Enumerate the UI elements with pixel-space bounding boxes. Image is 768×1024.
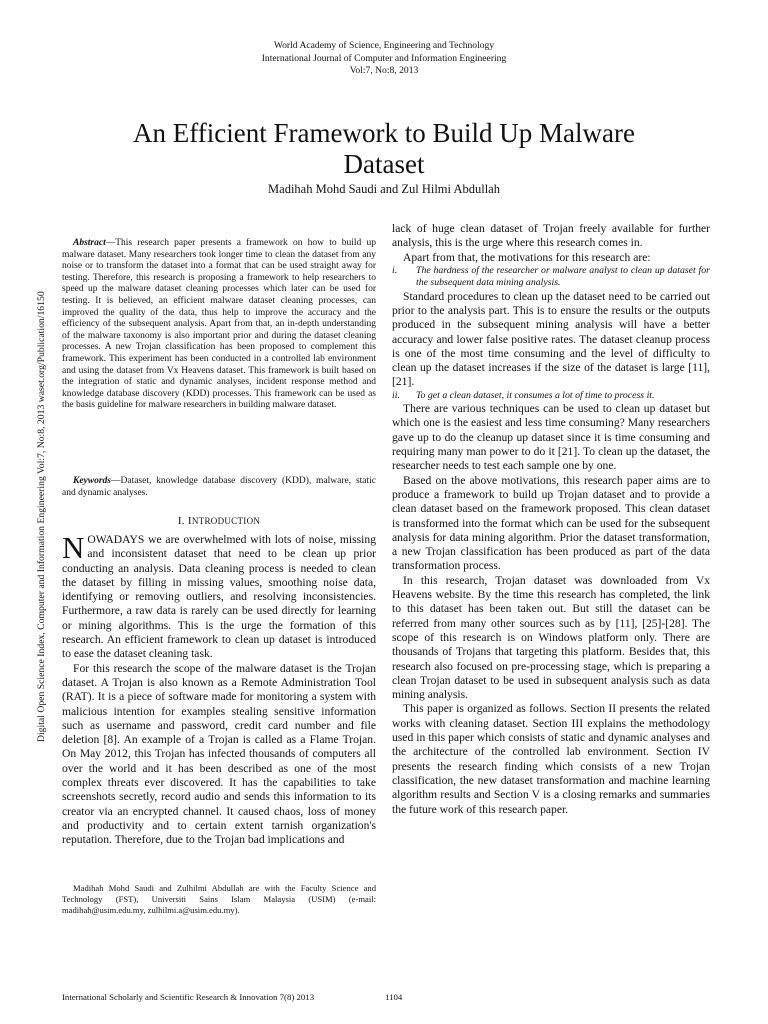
right-column	[392, 222, 710, 817]
journal-header	[0, 40, 768, 78]
motivation-item-1: i. The hardness of the researcher or malware analyst to clean up dataset for the subsequent data mining analysis.	[392, 264, 710, 289]
keywords-lead: Keywords	[73, 476, 111, 486]
right-paragraph-6: This paper is organized as follows. Section II presents the related works with cleaning dataset. Section III explains the methodology used in this paper which consists of static and dynamic analyses and the architecture of the controlled lab environment. Section IV presents the research finding which consists of a new Trojan classification, the new dataset transformation and machine learning algorithm results and Section V is a closing remarks and summaries the future work of this research paper.	[392, 702, 710, 816]
intro-paragraph-1: NOWADAYS we are overwhelmed with lots of noise, missing and inconsistent dataset that need to be clean up prior conducting an analysis. Data cleaning process is needed to clean the dataset by filling in missing values, smoothing noise data, identifying or removing outliers, and resolving inconsistencies. Furthermore, a raw data is rarely can be used directly for learning or mining algorithms. This is the urge the formation of this research. An efficient framework to clean up dataset is introduced to ease the dataset cleaning task.	[62, 530, 376, 661]
title-line-2: Dataset	[343, 149, 425, 179]
intro-paragraph-2: For this research the scope of the malware dataset is the Trojan dataset. A Trojan is also known as a Remote Administration Tool (RAT). It is a piece of software made for monitoring a system with malicious intention for examples stealing sensitive information such as username and password, credit card number and file deletion [8]. An example of a Trojan is called as a Flame Trojan. On May 2012, this Trojan has infected thousands of computers all over the world and it has been described as one of the most complex threats ever discovered. It has the capabilities to take screenshots secretly, record audio and sends this information to its creator via an encrypted channel. It caused chaos, loss of money and productivity and to certain extent tarnish organization's reputation. Therefore, due to the Trojan bad implications and	[62, 661, 376, 847]
header-line-3: Vol:7, No:8, 2013	[349, 65, 419, 76]
keywords	[62, 475, 376, 499]
right-paragraph-3: There are various techniques can be used to clean up dataset but which one is the easiest and less time consuming? Many researchers gave up to do the cleanup up dataset since it is time consuming and requiring many man power to do it [21]. To clean up the dataset, the researcher needs to test each sample one by one.	[392, 402, 710, 473]
introduction-body	[62, 530, 376, 848]
motivation-item-2: ii. To get a clean dataset, it consumes a lot of time to process it.	[392, 389, 655, 401]
title-line-1: An Efficient Framework to Build Up Malware	[133, 118, 635, 148]
section-heading-introduction	[62, 515, 376, 527]
abstract-text: —This research paper presents a framework on how to build up malware dataset. Many researchers took longer time to clean the dataset from any noise or to transform the dataset into a format that can be used straight away for testing. Therefore, this research is proposing a framework to help researchers to speed up the malware dataset cleaning processes which later can be used for testing. It is believed, an efficient malware dataset cleaning processes, can improved the quality of the data, thus help to improve the accuracy and the efficiency of the subsequent analysis. Apart from that, an in-depth understanding of the malware taxonomy is also important prior and during the dataset cleaning processes. A new Trojan classification has been proposed to complement this framework. This experiment has been conducted in a controlled lab environment and using the dataset from Vx Heavens dataset. This framework is built based on the integration of static and dynamic analyses, incident response method and knowledge database discovery (KDD) processes. This framework can be used as the basis guideline for malware researchers in building malware dataset.	[62, 238, 376, 411]
section-number: I.	[177, 515, 185, 527]
dropcap-letter: N	[62, 530, 85, 565]
side-index-text: Digital Open Science Index, Computer and Information Engineering Vol:7, No:8, 2013 waset.org/Publication/16150	[36, 291, 47, 742]
header-line-1: World Academy of Science, Engineering and Technology	[273, 40, 495, 51]
page-number: 1104	[385, 992, 403, 1002]
section-title: INTRODUCTION	[187, 515, 261, 527]
right-paragraph-2: Standard procedures to clean up the dataset need to be carried out prior to the analysis part. This is to ensure the results or the outputs produced in the subsequent mining analysis will have a better accuracy and lower false positive rates. The dataset cleanup process is one of the most time consuming and the level of difficulty to clean up the dataset increases if the size of the dataset is large [11], [21].	[392, 289, 710, 389]
right-paragraph-5: In this research, Trojan dataset was downloaded from Vx Heavens website. By the time this research has completed, the link to this dataset has been taken out. But still the dataset can be referred from many other sources such as by [11], [25]-[28]. The scope of this research is on Windows platform only. There are thousands of Trojans that targeting this platform. Besides that, this research also focused on pre-processing stage, which is preparing a clean Trojan dataset to be used in subsequent analysis such as data mining analysis.	[392, 573, 710, 702]
right-paragraph-0: lack of huge clean dataset of Trojan freely available for further analysis, this is the urge where this research comes in.	[392, 222, 710, 250]
right-paragraph-4: Based on the above motivations, this research paper aims are to produce a framework to build up Trojan dataset and to provide a clean dataset based on the framework proposed. This clean dataset is transformed into the format which can be used for the subsequent analysis for data mining algorithm. Prior the dataset transformation, a new Trojan classification has been produced as part of the data transformation process.	[392, 473, 710, 573]
author-footnote: Madihah Mohd Saudi and Zulhilmi Abdullah are with the Faculty Science and Technology (FST), Universiti Sains Islam Malaysia (USIM) (e-mail: madihah@usim.edu.my, zulhilmi.a@usim.edu.my).	[62, 883, 376, 915]
authors: Madihah Mohd Saudi and Zul Hilmi Abdullah	[268, 182, 500, 196]
abstract	[62, 238, 376, 412]
keywords-text: —Dataset, knowledge database discovery (KDD), malware, static and dynamic analyses.	[62, 476, 376, 499]
footer-citation: International Scholarly and Scientific Research & Innovation 7(8) 2013	[62, 992, 315, 1002]
header-line-2: International Journal of Computer and Information Engineering	[261, 52, 507, 64]
right-paragraph-1: Apart from that, the motivations for this research are:	[403, 250, 651, 264]
abstract-lead: Abstract	[73, 238, 106, 248]
paper-title	[60, 118, 708, 180]
